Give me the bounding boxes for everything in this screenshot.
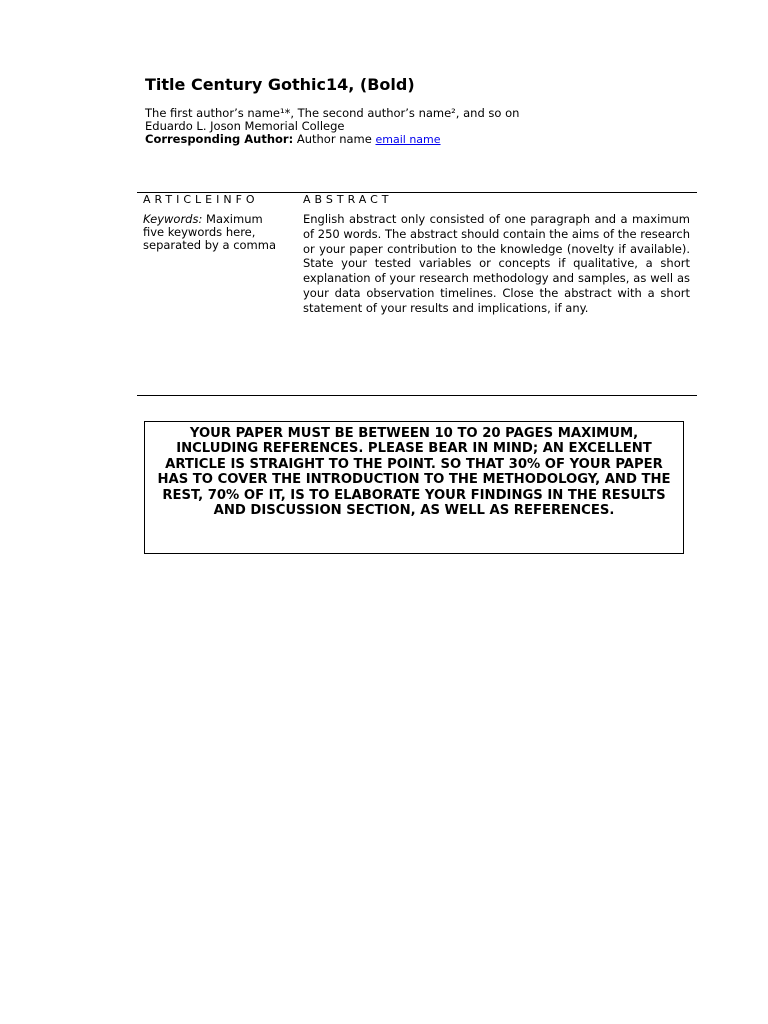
corresponding-author <box>145 133 519 146</box>
email-link[interactable]: email name <box>375 133 441 146</box>
corresponding-label: Corresponding Author: <box>145 132 294 146</box>
author-names: The first author’s name¹*, The second author’s name², and so on <box>145 106 520 120</box>
keywords-label: Keywords: <box>143 212 203 226</box>
keywords-text: Maximum five keywords here, separated by a comma <box>143 212 277 252</box>
corresponding-name: Author name <box>296 132 372 146</box>
bottom-rule <box>137 395 697 396</box>
author-block <box>145 107 519 146</box>
notice-box <box>144 421 684 554</box>
keywords-block <box>143 213 283 251</box>
abstract-heading: ABSTRACT <box>303 193 393 206</box>
notice-text: YOUR PAPER MUST BE BETWEEN 10 TO 20 PAGES MAXIMUM, INCLUDING REFERENCES. PLEASE BEAR IN MIND; AN EXCELLENT ARTICLE IS STRAIGHT TO THE POINT. SO THAT 30% OF YOUR PAPER HAS TO COVER THE INTRODUCTION TO THE METHODOLOGY, AND THE REST, 70% OF IT, IS TO ELABORATE YOUR FINDINGS IN THE RESULTS AND DISCUSSION SECTION, AS WELL AS REFERENCES. <box>157 426 671 519</box>
paper-title: Title Century Gothic14, (Bold) <box>145 75 415 94</box>
article-info-heading: ARTICLEINFO <box>143 193 259 206</box>
affiliation: Eduardo L. Joson Memorial College <box>145 119 345 133</box>
abstract-text: English abstract only consisted of one paragraph and a maximum of 250 words. The abstract should contain the aims of the research or your paper contribution to the knowledge (novelty if available). State your tested variables or concepts if qualitative, a short explanation of your research methodology and samples, as well as your data observation timelines. Close the abstract with a short statement of your results and implications, if any. <box>303 212 690 315</box>
